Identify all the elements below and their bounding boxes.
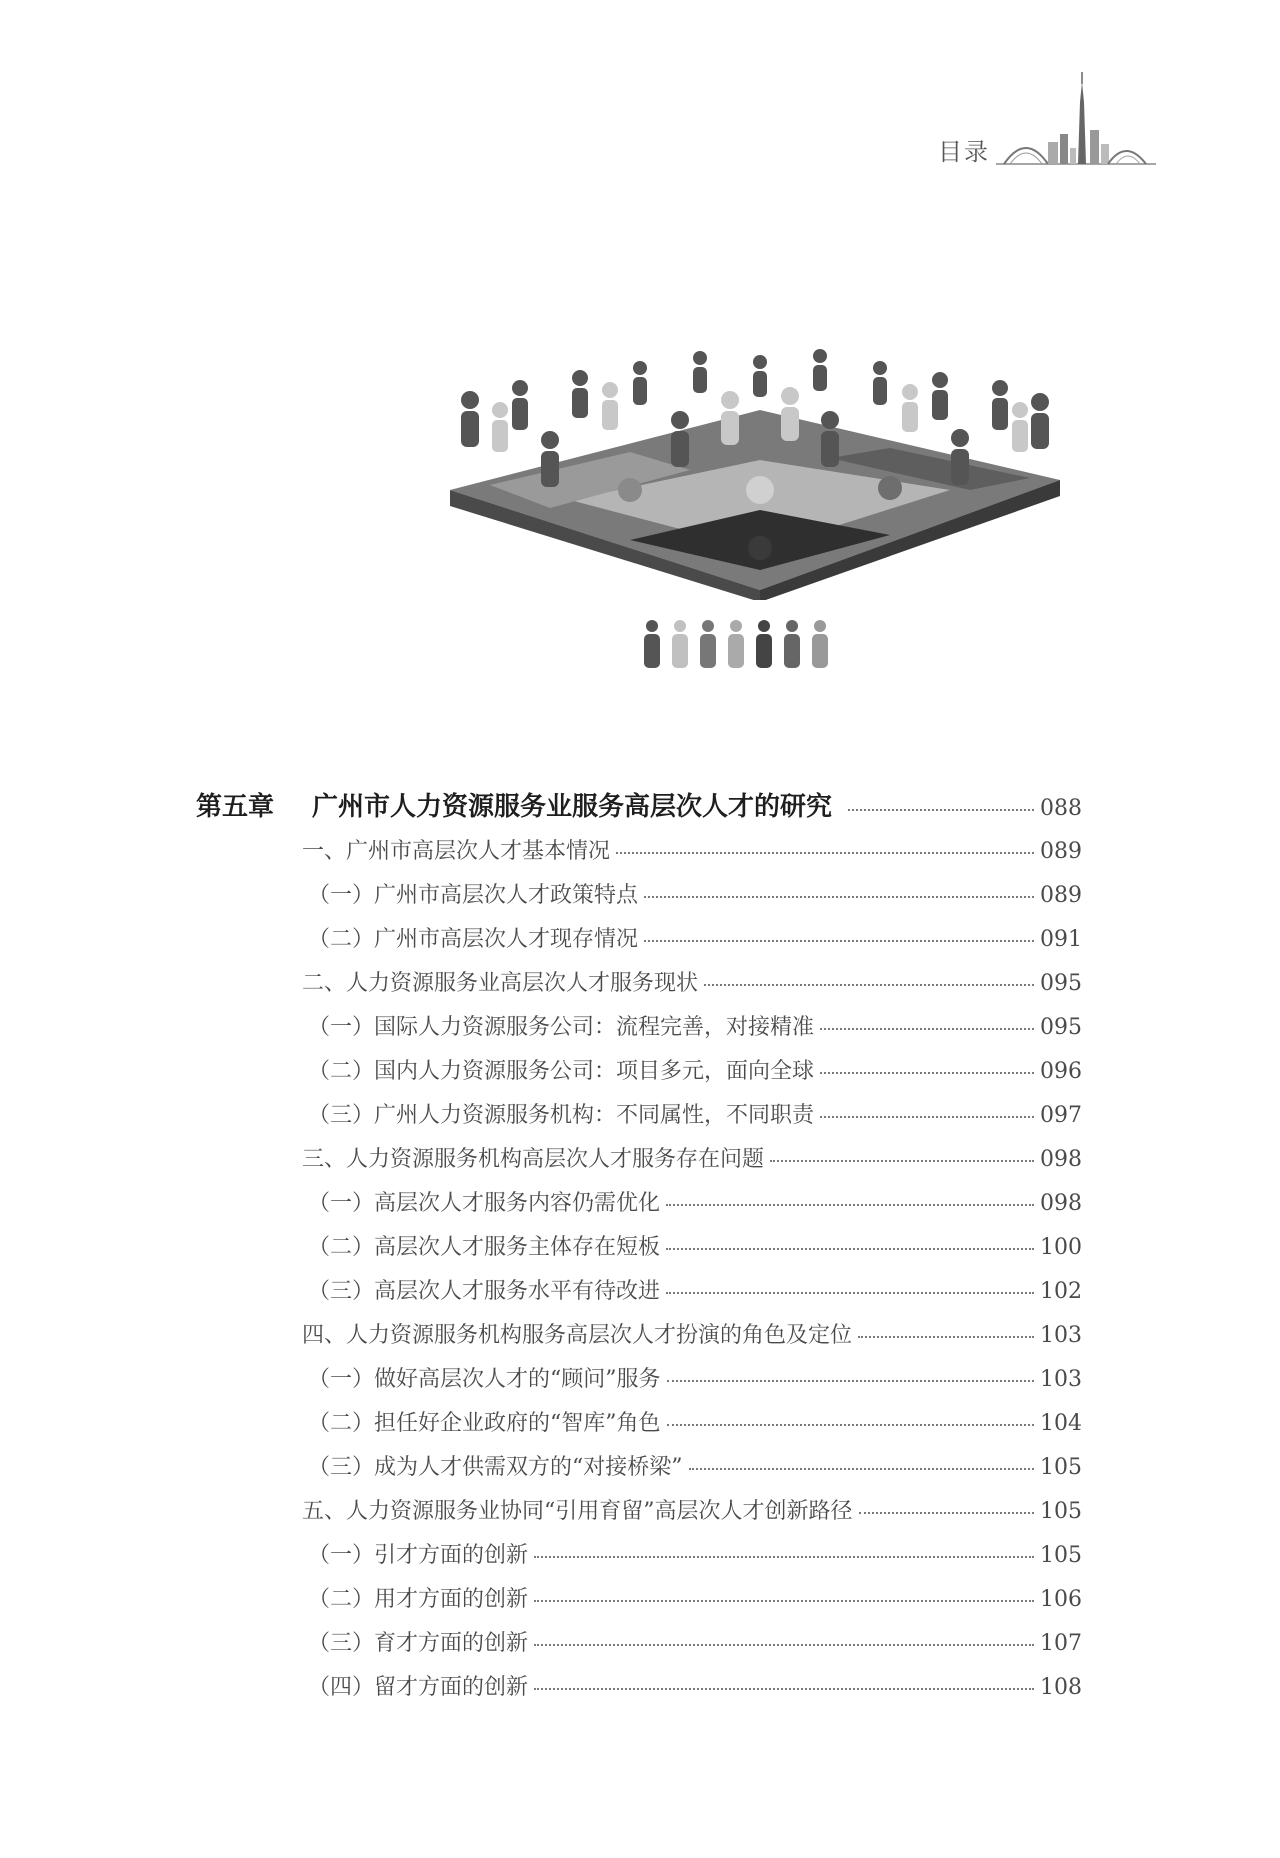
dot-leader <box>667 1379 1035 1382</box>
page-number: 089 <box>1040 839 1082 864</box>
page-number: 105 <box>1040 1455 1082 1480</box>
toc-entry-label: （一）引才方面的创新 <box>308 1543 529 1568</box>
page-number: 104 <box>1040 1411 1082 1436</box>
toc-entry-label: （二）高层次人才服务主体存在短板 <box>308 1235 661 1260</box>
toc-entry-label: （二）担任好企业政府的“智库”角色 <box>308 1411 661 1436</box>
toc-entry[interactable] <box>308 922 1082 953</box>
toc-entry[interactable] <box>308 1186 1082 1217</box>
page-number: 098 <box>1040 1147 1082 1172</box>
toc-entry-label: （三）成为人才供需双方的“对接桥梁” <box>308 1455 683 1480</box>
toc-entry[interactable] <box>308 1274 1082 1305</box>
toc-entry[interactable] <box>308 1582 1082 1613</box>
chapter-title: 广州市人力资源服务业服务高层次人才的研究 <box>312 792 833 822</box>
dot-leader <box>858 1335 1034 1338</box>
toc-entry-label: 五、人力资源服务业协同“引用育留”高层次人才创新路径 <box>302 1499 853 1524</box>
page-number: 108 <box>1040 1675 1082 1700</box>
toc-entry[interactable] <box>308 878 1082 909</box>
dot-leader <box>644 895 1034 898</box>
dot-leader <box>667 1423 1035 1426</box>
toc-entry[interactable] <box>308 1538 1082 1569</box>
page-number: 097 <box>1040 1103 1082 1128</box>
dot-leader <box>666 1203 1034 1206</box>
page-number: 089 <box>1040 883 1082 908</box>
toc-entry[interactable] <box>308 1450 1082 1481</box>
page-number: 105 <box>1040 1543 1082 1568</box>
toc-chapter-entry[interactable] <box>196 786 1082 823</box>
page-number: 106 <box>1040 1587 1082 1612</box>
toc-entry[interactable] <box>302 966 1082 997</box>
toc-entry-label: （一）高层次人才服务内容仍需优化 <box>308 1191 661 1216</box>
toc-entry[interactable] <box>308 1010 1082 1041</box>
toc-entry-label: 一、广州市高层次人才基本情况 <box>302 839 611 864</box>
toc-entry[interactable] <box>308 1230 1082 1261</box>
page-number: 102 <box>1040 1279 1082 1304</box>
dot-leader <box>704 983 1034 986</box>
dot-leader <box>770 1159 1034 1162</box>
page-number: 096 <box>1040 1059 1082 1084</box>
toc-entry-label: （二）广州市高层次人才现存情况 <box>308 927 639 952</box>
page-number: 095 <box>1040 1015 1082 1040</box>
people-row-icon <box>640 618 830 674</box>
toc-entry[interactable] <box>302 1318 1082 1349</box>
toc-entry-label: 四、人力资源服务机构服务高层次人才扮演的角色及定位 <box>302 1323 853 1348</box>
toc-entry[interactable] <box>308 1626 1082 1657</box>
header-title: 目录 <box>938 138 990 166</box>
dot-leader <box>859 1511 1035 1514</box>
toc-entry-label: （四）留才方面的创新 <box>308 1675 529 1700</box>
toc-entry[interactable] <box>302 1142 1082 1173</box>
page-number: 091 <box>1040 927 1082 952</box>
toc-entry[interactable] <box>308 1054 1082 1085</box>
toc-entry-label: （三）育才方面的创新 <box>308 1631 529 1656</box>
page-number: 103 <box>1040 1367 1082 1392</box>
page-number: 107 <box>1040 1631 1082 1656</box>
toc-entry-label: （二）国内人力资源服务公司：项目多元，面向全球 <box>308 1059 815 1084</box>
page-number: 100 <box>1040 1235 1082 1260</box>
city-skyline-icon <box>996 72 1156 172</box>
toc-entry-label: （一）国际人力资源服务公司：流程完善，对接精准 <box>308 1015 815 1040</box>
page-number: 088 <box>1040 796 1082 821</box>
toc-entry-label: （三）广州人力资源服务机构：不同属性，不同职责 <box>308 1103 815 1128</box>
toc-entry[interactable] <box>302 1494 1082 1525</box>
toc-entry[interactable] <box>302 834 1082 865</box>
dot-leader <box>666 1247 1034 1250</box>
toc-entry-label: （一）做好高层次人才的“顾问”服务 <box>308 1367 661 1392</box>
chapter-number: 第五章 <box>196 792 275 822</box>
dot-leader <box>644 939 1034 942</box>
toc-entry-label: （二）用才方面的创新 <box>308 1587 529 1612</box>
dot-leader <box>689 1467 1035 1470</box>
page-number: 105 <box>1040 1499 1082 1524</box>
people-on-puzzle-pieces-illustration <box>430 340 1080 600</box>
page-number: 103 <box>1040 1323 1082 1348</box>
dot-leader <box>534 1687 1034 1690</box>
dot-leader <box>666 1291 1034 1294</box>
page-number: 095 <box>1040 971 1082 996</box>
toc-entry[interactable] <box>308 1362 1082 1393</box>
dot-leader <box>534 1555 1034 1558</box>
dot-leader <box>820 1027 1034 1030</box>
dot-leader <box>534 1599 1034 1602</box>
toc-entry[interactable] <box>308 1670 1082 1701</box>
toc-entry[interactable] <box>308 1406 1082 1437</box>
page-number: 098 <box>1040 1191 1082 1216</box>
toc-entry-label: （一）广州市高层次人才政策特点 <box>308 883 639 908</box>
toc-entry-label: （三）高层次人才服务水平有待改进 <box>308 1279 661 1304</box>
dot-leader <box>848 808 1034 811</box>
dot-leader <box>820 1071 1034 1074</box>
toc-entry-label: 二、人力资源服务业高层次人才服务现状 <box>302 971 699 996</box>
toc-entry-label: 三、人力资源服务机构高层次人才服务存在问题 <box>302 1147 765 1172</box>
toc-entry[interactable] <box>308 1098 1082 1129</box>
dot-leader <box>820 1115 1034 1118</box>
dot-leader <box>534 1643 1034 1646</box>
dot-leader <box>616 851 1034 854</box>
